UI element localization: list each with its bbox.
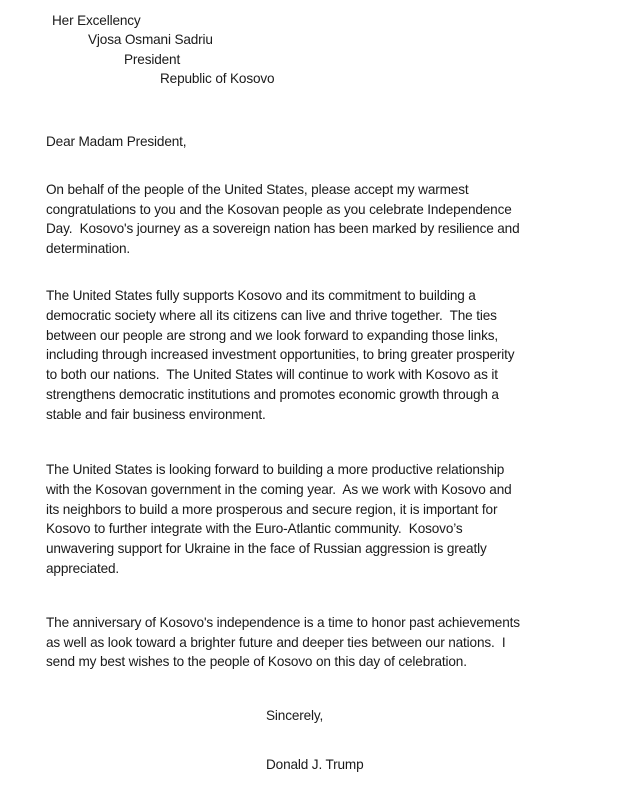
signature: Donald J. Trump	[266, 757, 364, 772]
paragraph-line: send my best wishes to the people of Kosovo on this day of celebration.	[46, 654, 467, 669]
paragraph-line: The United States fully supports Kosovo and its commitment to building a	[46, 288, 476, 303]
paragraph-line: congratulations to you and the Kosovan people as you celebrate Independence	[46, 202, 512, 217]
address-title: President	[124, 52, 181, 67]
closing: Sincerely,	[266, 708, 324, 723]
paragraph-line: democratic society where all its citizens can live and thrive together. The ties	[46, 308, 497, 323]
paragraph-line: including through increased investment opportunities, to bring greater prosperity	[46, 347, 515, 362]
paragraph-line: to both our nations. The United States will continue to work with Kosovo as it	[46, 367, 498, 382]
address-country: Republic of Kosovo	[160, 71, 275, 86]
paragraph-line: strengthens democratic institutions and promotes economic growth through a	[46, 387, 499, 402]
address-name: Vjosa Osmani Sadriu	[88, 32, 213, 47]
paragraph-line: On behalf of the people of the United States, please accept my warmest	[46, 182, 469, 197]
salutation: Dear Madam President,	[46, 134, 187, 149]
address-honorific: Her Excellency	[52, 13, 141, 28]
paragraph-line: stable and fair business environment.	[46, 407, 266, 422]
paragraph-line: The United States is looking forward to building a more productive relationship	[46, 462, 505, 477]
paragraph-line: with the Kosovan government in the coming year. As we work with Kosovo and	[46, 482, 512, 497]
paragraph-line: as well as look toward a brighter future and deeper ties between our nations. I	[46, 635, 506, 650]
paragraph-line: appreciated.	[46, 561, 120, 576]
paragraph-line: The anniversary of Kosovo's independence is a time to honor past achievements	[46, 615, 520, 630]
paragraph-line: its neighbors to build a more prosperous and secure region, it is important for	[46, 502, 498, 517]
paragraph-line: unwavering support for Ukraine in the face of Russian aggression is greatly	[46, 541, 487, 556]
paragraph-line: Day. Kosovo's journey as a sovereign nation has been marked by resilience and	[46, 221, 520, 236]
paragraph-line: Kosovo to further integrate with the Euro-Atlantic community. Kosovo’s	[46, 521, 463, 536]
paragraph-line: determination.	[46, 241, 131, 256]
paragraph-line: between our people are strong and we look forward to expanding those links,	[46, 328, 498, 343]
